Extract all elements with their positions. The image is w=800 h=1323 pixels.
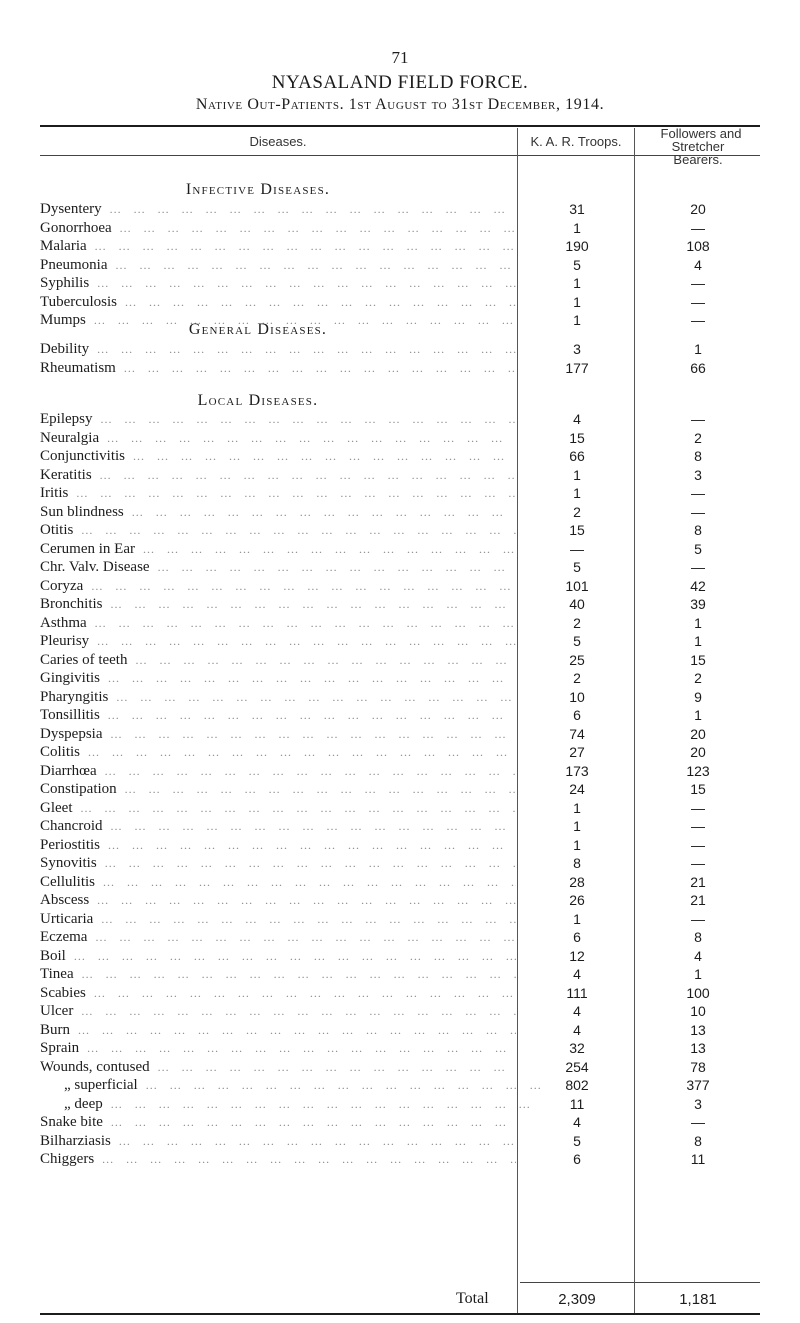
followers-count: — bbox=[691, 855, 705, 871]
total-label: Total bbox=[456, 1290, 489, 1307]
disease-name: Burn ... bbox=[40, 1021, 516, 1039]
followers-count: — bbox=[691, 559, 705, 575]
kar-troops-count: 66 bbox=[569, 448, 585, 464]
disease-name: Dysentery ... bbox=[40, 200, 516, 218]
followers-count: 21 bbox=[690, 892, 706, 908]
followers-count: 1 bbox=[694, 614, 702, 631]
disease-name: Bilharziasis ... bbox=[40, 1132, 516, 1150]
followers-count: 21 bbox=[690, 873, 706, 890]
table-row bbox=[0, 965, 800, 983]
disease-name: Eczema ... bbox=[40, 928, 516, 946]
disease-name: Gleet ... bbox=[40, 799, 516, 817]
disease-name: Mumps ... bbox=[40, 311, 516, 329]
disease-name: Pleurisy ... bbox=[40, 632, 516, 650]
disease-name: „ superficial ... bbox=[40, 1076, 540, 1094]
followers-count: 1 bbox=[694, 966, 702, 982]
kar-troops-count: 15 bbox=[569, 522, 585, 538]
disease-name: Rheumatism ... bbox=[40, 359, 516, 377]
table-row bbox=[0, 429, 800, 447]
table-row bbox=[0, 540, 800, 558]
disease-name: Snake bite ... bbox=[40, 1113, 516, 1131]
kar-troops-count: 25 bbox=[569, 651, 585, 668]
followers-count: 1 bbox=[694, 707, 702, 723]
table-row bbox=[0, 799, 800, 817]
table-row bbox=[0, 669, 800, 687]
table-row bbox=[0, 595, 800, 613]
table-row bbox=[0, 577, 800, 595]
followers-count: 15 bbox=[690, 651, 706, 668]
table-row bbox=[0, 1002, 800, 1020]
column-header-kar-troops: K. A. R. Troops. bbox=[530, 134, 622, 149]
followers-count: 10 bbox=[690, 1003, 706, 1019]
section-heading: Local Diseases. bbox=[197, 392, 319, 409]
table-row bbox=[0, 1021, 800, 1039]
disease-name: Colitis ... bbox=[40, 743, 516, 761]
disease-name: Chiggers ... bbox=[40, 1150, 516, 1168]
disease-name: Tinea ... bbox=[40, 965, 516, 983]
disease-name: Keratitis ... bbox=[40, 466, 516, 484]
followers-count: 11 bbox=[690, 1151, 706, 1167]
page-number: 71 bbox=[391, 48, 409, 67]
followers-count: 42 bbox=[690, 577, 706, 594]
followers-count: 78 bbox=[690, 1058, 706, 1075]
table-row bbox=[0, 725, 800, 743]
kar-troops-count: 12 bbox=[569, 947, 585, 964]
table-row bbox=[0, 984, 800, 1002]
total-rule bbox=[520, 1282, 760, 1283]
kar-troops-count: 27 bbox=[569, 744, 585, 760]
followers-count: — bbox=[691, 799, 705, 816]
kar-troops-count: 1 bbox=[573, 836, 581, 853]
kar-troops-count: 6 bbox=[573, 929, 581, 945]
followers-count: 39 bbox=[690, 596, 706, 612]
column-header-diseases: Diseases. bbox=[249, 134, 307, 149]
page-subtitle: Native Out-Patients. 1st August to 31st December, 1914. bbox=[195, 96, 605, 113]
followers-count: 8 bbox=[694, 929, 702, 945]
table-row bbox=[0, 447, 800, 465]
followers-count: 20 bbox=[690, 744, 706, 760]
disease-name: Cellulitis ... bbox=[40, 873, 516, 891]
table-row bbox=[0, 614, 800, 632]
table-row bbox=[0, 854, 800, 872]
disease-name: Dyspepsia ... bbox=[40, 725, 516, 743]
followers-count: — bbox=[691, 293, 705, 310]
kar-troops-count: 6 bbox=[573, 707, 581, 723]
table-row bbox=[0, 762, 800, 780]
kar-troops-count: 1 bbox=[573, 818, 581, 834]
table-row bbox=[0, 651, 800, 669]
table-row bbox=[0, 706, 800, 724]
disease-name: Malaria ... bbox=[40, 237, 516, 255]
disease-name: Chr. Valv. Disease ... bbox=[40, 558, 516, 576]
followers-count: 4 bbox=[694, 947, 702, 964]
disease-name: Sun blindness ... bbox=[40, 503, 516, 521]
kar-troops-count: 10 bbox=[569, 688, 585, 705]
kar-troops-count: 24 bbox=[569, 781, 585, 797]
disease-name: Caries of teeth ... bbox=[40, 651, 516, 669]
followers-count: 20 bbox=[690, 201, 706, 217]
followers-count: 123 bbox=[686, 762, 710, 779]
followers-count: 377 bbox=[686, 1077, 710, 1093]
table-row bbox=[0, 891, 800, 909]
page-title: NYASALAND FIELD FORCE. bbox=[271, 72, 529, 93]
table-row bbox=[0, 632, 800, 650]
followers-count: — bbox=[691, 836, 705, 853]
kar-troops-count: 177 bbox=[565, 359, 589, 376]
kar-troops-count: 1 bbox=[573, 485, 581, 501]
disease-name: Gingivitis ... bbox=[40, 669, 516, 687]
kar-troops-count: 4 bbox=[573, 966, 581, 982]
table-row bbox=[0, 873, 800, 891]
disease-name: Boil ... bbox=[40, 947, 516, 965]
followers-count: 1 bbox=[694, 341, 702, 357]
disease-name: Epilepsy ... bbox=[40, 410, 516, 428]
kar-troops-count: 28 bbox=[569, 873, 585, 890]
disease-name: Gonorrhoea ... bbox=[40, 219, 516, 237]
followers-count: 13 bbox=[690, 1021, 706, 1038]
disease-name: Asthma ... bbox=[40, 614, 516, 632]
followers-count: 3 bbox=[694, 1095, 702, 1112]
kar-troops-count: 2 bbox=[573, 670, 581, 686]
kar-troops-count: 5 bbox=[573, 1132, 581, 1149]
followers-count: 2 bbox=[694, 670, 702, 686]
table-row bbox=[0, 219, 800, 237]
table-row bbox=[0, 1039, 800, 1057]
kar-troops-count: 4 bbox=[573, 411, 581, 427]
followers-count: 8 bbox=[694, 1132, 702, 1149]
table-row bbox=[0, 521, 800, 539]
table-row bbox=[0, 1132, 800, 1150]
followers-count: — bbox=[691, 312, 705, 328]
followers-count: 8 bbox=[694, 448, 702, 464]
kar-troops-count: 40 bbox=[569, 596, 585, 612]
table-row bbox=[0, 947, 800, 965]
table-row bbox=[0, 836, 800, 854]
kar-troops-count: 1 bbox=[573, 293, 581, 310]
disease-name: Syphilis ... bbox=[40, 274, 516, 292]
kar-troops-count: 3 bbox=[573, 341, 581, 357]
table-row bbox=[0, 1058, 800, 1076]
followers-count: 3 bbox=[694, 466, 702, 483]
disease-name: Sprain ... bbox=[40, 1039, 516, 1057]
table-row bbox=[0, 1113, 800, 1131]
followers-count: 2 bbox=[694, 429, 702, 446]
table-row bbox=[0, 466, 800, 484]
disease-name: Ulcer ... bbox=[40, 1002, 516, 1020]
followers-count: 4 bbox=[694, 256, 702, 273]
followers-count: — bbox=[691, 818, 705, 834]
table-row bbox=[0, 780, 800, 798]
kar-troops-count: 74 bbox=[569, 725, 585, 742]
kar-troops-count: 2 bbox=[573, 614, 581, 631]
table-row bbox=[0, 340, 800, 358]
followers-count: — bbox=[691, 1114, 705, 1130]
disease-name: Diarrhœa ... bbox=[40, 762, 516, 780]
followers-count: — bbox=[691, 411, 705, 427]
followers-count: 100 bbox=[686, 984, 710, 1001]
kar-troops-count: 26 bbox=[569, 892, 585, 908]
disease-name: Constipation ... bbox=[40, 780, 516, 798]
disease-name: Debility ... bbox=[40, 340, 516, 358]
table-row bbox=[0, 274, 800, 292]
total-kar: 2,309 bbox=[558, 1291, 596, 1308]
table-row bbox=[0, 928, 800, 946]
disease-name: Synovitis ... bbox=[40, 854, 516, 872]
table-row bbox=[0, 503, 800, 521]
table-row bbox=[0, 256, 800, 274]
disease-name: Cerumen in Ear ... bbox=[40, 540, 516, 558]
kar-troops-count: 11 bbox=[569, 1095, 585, 1112]
table-row bbox=[0, 237, 800, 255]
kar-troops-count: 1 bbox=[573, 219, 581, 236]
table-row bbox=[0, 688, 800, 706]
disease-name: Wounds, contused ... bbox=[40, 1058, 516, 1076]
kar-troops-count: 15 bbox=[569, 429, 585, 446]
total-followers: 1,181 bbox=[679, 1291, 717, 1308]
kar-troops-count: 1 bbox=[573, 799, 581, 816]
table-row bbox=[0, 410, 800, 428]
followers-count: — bbox=[691, 503, 705, 520]
disease-name: Pneumonia ... bbox=[40, 256, 516, 274]
table-row bbox=[0, 1076, 800, 1094]
followers-count: — bbox=[691, 910, 705, 927]
disease-name: Abscess ... bbox=[40, 891, 516, 909]
disease-name: Neuralgia ... bbox=[40, 429, 516, 447]
kar-troops-count: 4 bbox=[573, 1021, 581, 1038]
followers-count: — bbox=[691, 219, 705, 236]
followers-count: — bbox=[691, 485, 705, 501]
kar-troops-count: 173 bbox=[565, 762, 589, 779]
table-bottom-rule bbox=[40, 1313, 760, 1315]
table-row bbox=[0, 1150, 800, 1168]
kar-troops-count: 32 bbox=[569, 1040, 585, 1056]
followers-count: 15 bbox=[690, 781, 706, 797]
followers-count: 5 bbox=[694, 540, 702, 557]
kar-troops-count: 802 bbox=[565, 1077, 589, 1093]
column-header-followers-line1: Followers and bbox=[660, 126, 742, 141]
followers-count: — bbox=[691, 275, 705, 291]
disease-name: Iritis ... bbox=[40, 484, 516, 502]
disease-name: Pharyngitis ... bbox=[40, 688, 516, 706]
followers-count: 20 bbox=[690, 725, 706, 742]
disease-name: Urticaria ... bbox=[40, 910, 516, 928]
kar-troops-count: 5 bbox=[573, 633, 581, 649]
kar-troops-count: 1 bbox=[573, 910, 581, 927]
disease-name: Bronchitis ... bbox=[40, 595, 516, 613]
disease-name: Tonsillitis ... bbox=[40, 706, 516, 724]
disease-name: Otitis ... bbox=[40, 521, 516, 539]
table-row bbox=[0, 293, 800, 311]
table-row bbox=[0, 200, 800, 218]
kar-troops-count: 4 bbox=[573, 1003, 581, 1019]
kar-troops-count: 111 bbox=[566, 984, 588, 1001]
followers-count: 9 bbox=[694, 688, 702, 705]
kar-troops-count: 1 bbox=[573, 275, 581, 291]
kar-troops-count: 5 bbox=[573, 559, 581, 575]
section-heading: General Diseases. bbox=[188, 321, 328, 338]
kar-troops-count: 1 bbox=[573, 312, 581, 328]
followers-count: 1 bbox=[694, 633, 702, 649]
column-header-followers-line2: Stretcher bbox=[671, 139, 725, 154]
kar-troops-count: 8 bbox=[573, 855, 581, 871]
table-row bbox=[0, 743, 800, 761]
kar-troops-count: 1 bbox=[573, 466, 581, 483]
disease-name: Conjunctivitis ... bbox=[40, 447, 516, 465]
followers-count: 108 bbox=[686, 238, 710, 254]
kar-troops-count: 190 bbox=[565, 238, 589, 254]
kar-troops-count: 6 bbox=[573, 1151, 581, 1167]
followers-count: 8 bbox=[694, 522, 702, 538]
table-row bbox=[0, 359, 800, 377]
disease-name: Tuberculosis ... bbox=[40, 293, 516, 311]
table-row bbox=[0, 1095, 800, 1113]
kar-troops-count: 2 bbox=[573, 503, 581, 520]
followers-count: 13 bbox=[690, 1040, 706, 1056]
kar-troops-count: 254 bbox=[565, 1058, 589, 1075]
disease-name: Scabies ... bbox=[40, 984, 516, 1002]
column-header-followers-line3: Bearers. bbox=[673, 152, 723, 167]
followers-count: 66 bbox=[690, 359, 706, 376]
disease-name: Periostitis ... bbox=[40, 836, 516, 854]
table-row bbox=[0, 817, 800, 835]
kar-troops-count: 4 bbox=[573, 1114, 581, 1130]
table-row bbox=[0, 558, 800, 576]
kar-troops-count: — bbox=[570, 540, 584, 557]
kar-troops-count: 5 bbox=[573, 256, 581, 273]
table-row bbox=[0, 484, 800, 502]
disease-name: Coryza ... bbox=[40, 577, 516, 595]
disease-name: „ deep ... bbox=[40, 1095, 540, 1113]
kar-troops-count: 31 bbox=[569, 201, 585, 217]
kar-troops-count: 101 bbox=[565, 577, 589, 594]
disease-name: Chancroid ... bbox=[40, 817, 516, 835]
section-heading: Infective Diseases. bbox=[185, 181, 331, 198]
table-row bbox=[0, 910, 800, 928]
